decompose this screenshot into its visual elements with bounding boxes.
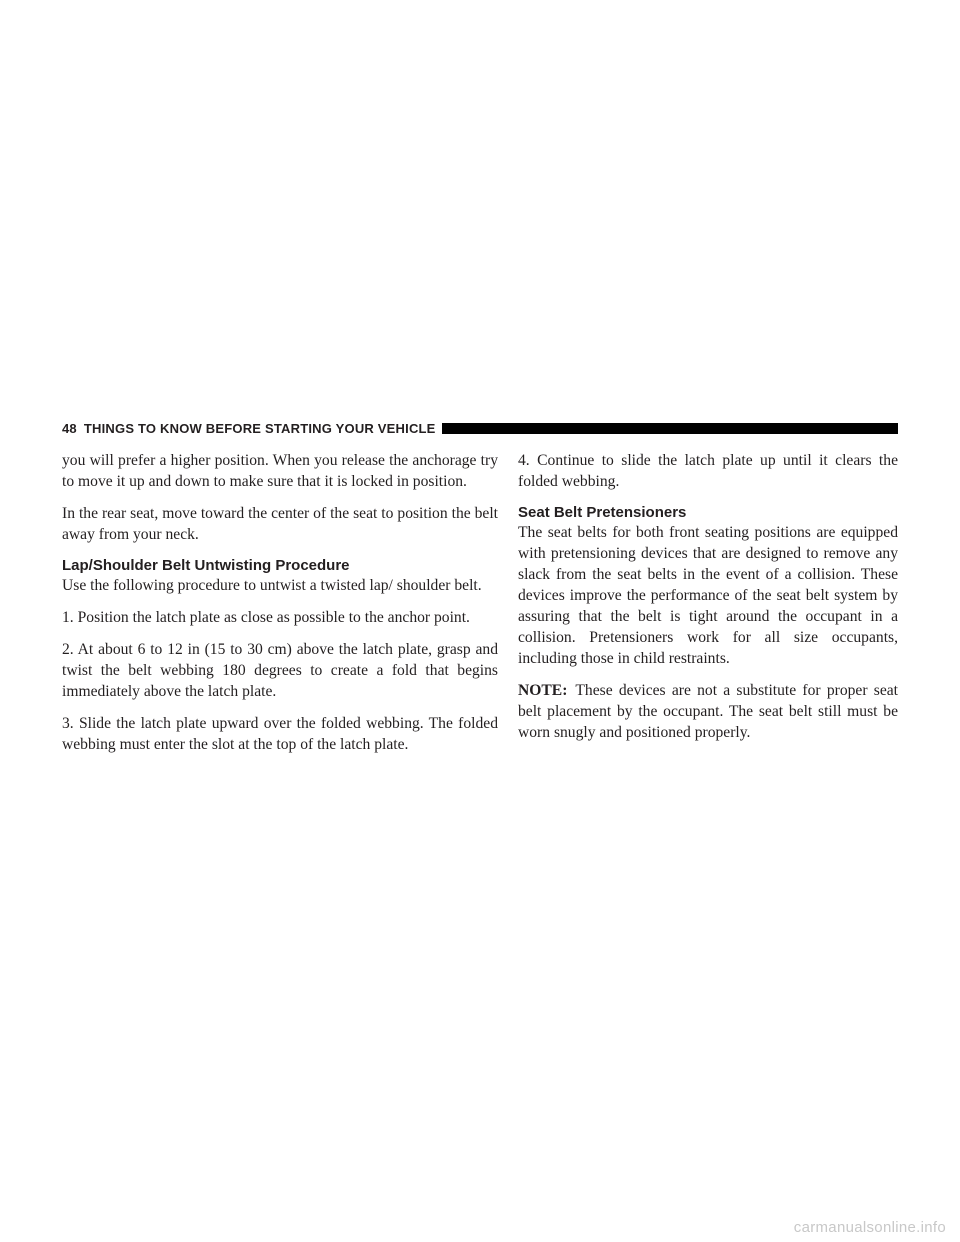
step-1: 1. Position the latch plate as close as possible to the anchor point.: [62, 609, 470, 626]
watermark: carmanualsonline.info: [793, 1219, 946, 1236]
step-2: 2. At about 6 to 12 in (15 to 30 cm) above the latch plate, grasp and twist the belt webbing 180 degrees to create a fold that begins immediately above the latch plate.: [62, 641, 498, 700]
note-paragraph: [518, 680, 898, 743]
heading-untwisting-procedure: Lap/Shoulder Belt Untwisting Procedure: [62, 557, 350, 574]
step-4: 4. Continue to slide the latch plate up until it clears the folded webbing.: [518, 452, 898, 490]
paragraph-rear-seat: In the rear seat, move toward the center of the seat to position the belt away from your neck.: [62, 505, 498, 543]
left-column: [62, 450, 498, 766]
section-title: THINGS TO KNOW BEFORE STARTING YOUR VEHICLE: [83, 420, 436, 436]
heading-pretensioners: Seat Belt Pretensioners: [518, 504, 687, 521]
paragraph-procedure-intro: Use the following procedure to untwist a twisted lap/ shoulder belt.: [62, 577, 482, 594]
right-column: [518, 450, 898, 754]
note-text: These devices are not a substitute for proper seat belt placement by the occupant. The seat belt still must be worn snugly and positioned properly.: [518, 682, 898, 741]
step-3: 3. Slide the latch plate upward over the folded webbing. The folded webbing must enter the slot at the top of the latch plate.: [62, 715, 498, 753]
note-label: NOTE:: [518, 682, 568, 699]
paragraph-pretensioners: The seat belts for both front seating positions are equipped with pretensioning devices that are designed to remove any slack from the seat belts in the event of a collision. These devices improve the performance of the seat belt system by assuring that the belt is tight around the occupant in a collision. Pretensioners work for all size occupants, including those in child restraints.: [518, 524, 898, 667]
header-rule-bar: [442, 423, 898, 434]
paragraph-anchorage: you will prefer a higher position. When you release the anchorage try to move it up and down to make sure that it is locked in position.: [62, 452, 498, 490]
page-header: [62, 419, 898, 437]
page-number: 48: [62, 420, 77, 436]
